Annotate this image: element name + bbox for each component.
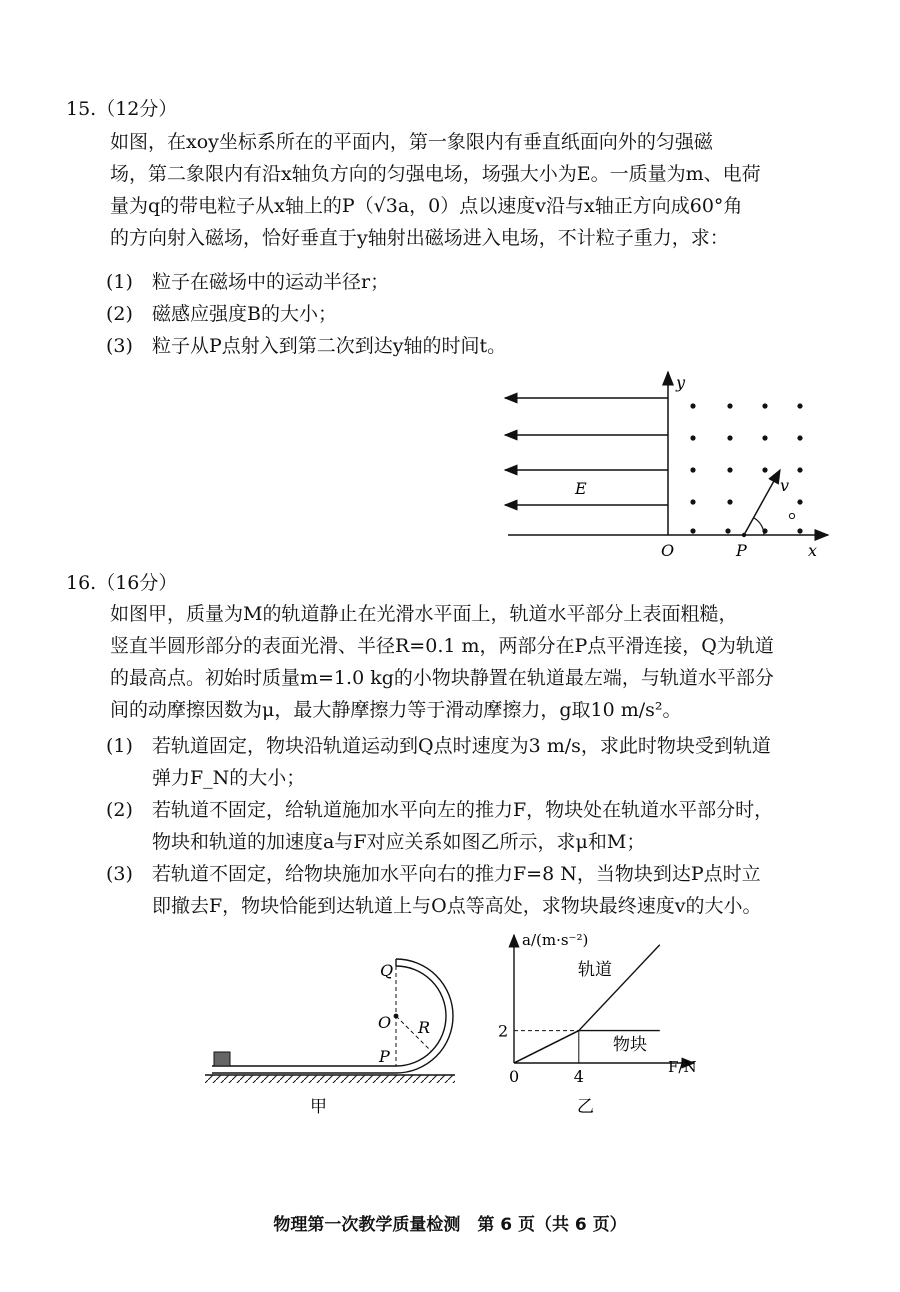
o-label: O bbox=[378, 1013, 392, 1032]
e-label: E bbox=[575, 479, 587, 498]
part-label: (1) bbox=[106, 735, 133, 757]
p-label: P bbox=[736, 541, 747, 560]
chart-x-tick: 4 bbox=[573, 1067, 584, 1086]
series-track-label: 轨道 bbox=[578, 960, 612, 980]
y-axis-label: y bbox=[676, 373, 686, 392]
origin-label: O bbox=[661, 541, 675, 560]
part-label: (3) bbox=[106, 335, 133, 357]
series-block-label: 物块 bbox=[613, 1035, 647, 1055]
q15-part-2: 磁感应强度B的大小； bbox=[152, 303, 337, 325]
x-axis-label: x bbox=[808, 541, 818, 560]
q15-part-1: 粒子在磁场中的运动半径r； bbox=[152, 271, 390, 293]
q16-stem-line: 的最高点。初始时质量m=1.0 kg的小物块静置在轨道最左端，与轨道水平部分 bbox=[110, 667, 774, 689]
q16-part-1-cont: 弹力F_N的大小； bbox=[152, 767, 306, 789]
q16-stem-line: 间的动摩擦因数为μ，最大静摩擦力等于滑动摩擦力，g取10 m/s²。 bbox=[110, 699, 682, 721]
part-label: (2) bbox=[106, 303, 133, 325]
q15-stem-line: 如图，在xoy坐标系所在的平面内，第一象限内有垂直纸面向外的匀强磁 bbox=[110, 131, 713, 153]
q16-part-2-cont: 物块和轨道的加速度a与F对应关系如图乙所示，求μ和M； bbox=[152, 831, 646, 853]
q16-stem-line: 竖直半圆形部分的表面光滑、半径R=0.1 m，两部分在P点平滑连接，Q为轨道 bbox=[110, 635, 774, 657]
part-label: (2) bbox=[106, 799, 133, 821]
q15-stem-line: 量为q的带电粒子从x轴上的P（√3a，0）点以速度v沿与x轴正方向成60°角 bbox=[110, 195, 743, 217]
q16-number: 16.（16分） bbox=[66, 572, 178, 594]
fig-jia-caption: 甲 bbox=[310, 1097, 327, 1117]
r-label: R bbox=[418, 1018, 431, 1037]
q16-part-2: 若轨道不固定，给轨道施加水平向左的推力F，物块处在轨道水平部分时， bbox=[152, 799, 774, 821]
q15-stem-line: 场，第二象限内有沿x轴负方向的匀强电场，场强大小为E。一质量为m、电荷 bbox=[110, 163, 761, 185]
q15-number: 15.（12分） bbox=[66, 98, 178, 120]
part-label: (3) bbox=[106, 863, 133, 885]
q16-part-3: 若轨道不固定，给物块施加水平向右的推力F=8 N，当物块到达P点时立 bbox=[152, 863, 761, 885]
q15-part-3: 粒子从P点射入到第二次到达y轴的时间t。 bbox=[152, 335, 507, 357]
part-label: (1) bbox=[106, 271, 133, 293]
page-footer: 物理第一次教学质量检测 第 6 页（共 6 页） bbox=[273, 1215, 627, 1235]
q16-part-1: 若轨道固定，物块沿轨道运动到Q点时速度为3 m/s，求此时物块受到轨道 bbox=[152, 735, 771, 757]
q16-part-3-cont: 即撤去F，物块恰能到达轨道上与O点等高处，求物块最终速度v的大小。 bbox=[152, 895, 762, 917]
chart-x-axis-label: F/N bbox=[668, 1058, 697, 1076]
v-label: v bbox=[780, 476, 790, 495]
p-label: P bbox=[379, 1047, 390, 1066]
fig-yi-caption: 乙 bbox=[577, 1097, 594, 1117]
chart-y-axis-label: a/(m·s⁻²) bbox=[522, 931, 589, 949]
q-label: Q bbox=[380, 961, 394, 980]
chart-origin-label: 0 bbox=[509, 1067, 520, 1086]
q15-stem-line: 的方向射入磁场，恰好垂直于y轴射出磁场进入电场，不计粒子重力，求： bbox=[110, 227, 729, 249]
chart-y-tick: 2 bbox=[498, 1021, 509, 1041]
q16-stem-line: 如图甲，质量为M的轨道静止在光滑水平面上，轨道水平部分上表面粗糙， bbox=[110, 603, 738, 625]
